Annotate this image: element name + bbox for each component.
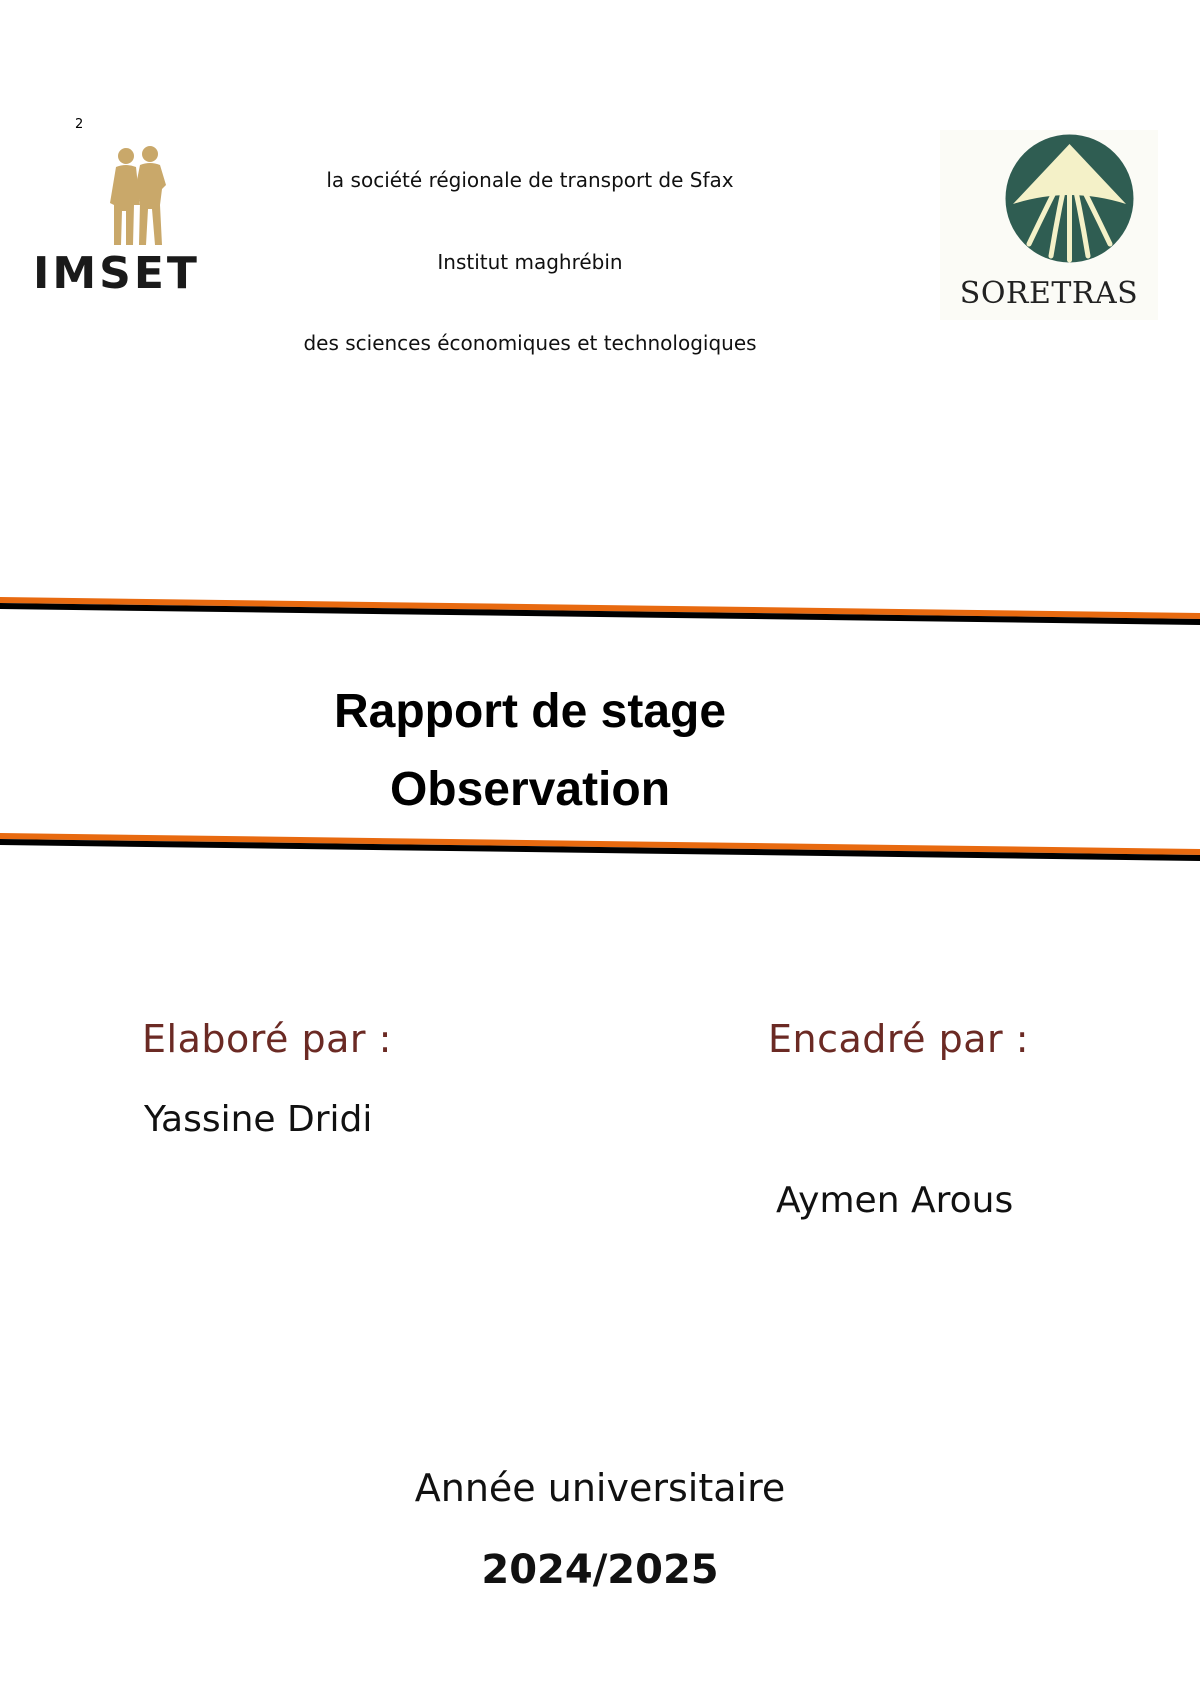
header-line-institute: Institut maghrébin: [437, 250, 623, 274]
couple-silhouette-icon: [88, 145, 188, 249]
student-name: Yassine Dridi: [144, 1099, 373, 1140]
soretras-wordmark: SORETRAS: [959, 276, 1139, 311]
encadre-par-label: Encadré par :: [768, 1017, 1030, 1061]
academic-year-value: 2024/2025: [481, 1547, 719, 1593]
title-line-2: Observation: [389, 763, 671, 816]
supervisor-name: Aymen Arous: [776, 1180, 1014, 1221]
academic-year-label: Année universitaire: [414, 1466, 786, 1510]
title-line-1: Rapport de stage: [333, 685, 727, 738]
page-number: 2: [75, 117, 84, 132]
header-line-company: la société régionale de transport de Sfax: [326, 168, 734, 192]
soretras-logo: [940, 130, 1158, 320]
imset-logo: [30, 140, 210, 300]
soretras-emblem-icon: [1003, 132, 1136, 265]
elabore-par-label: Elaboré par :: [142, 1017, 392, 1061]
imset-wordmark: IMSET: [33, 248, 200, 299]
header-line-sciences: des sciences économiques et technologiques: [303, 331, 757, 355]
